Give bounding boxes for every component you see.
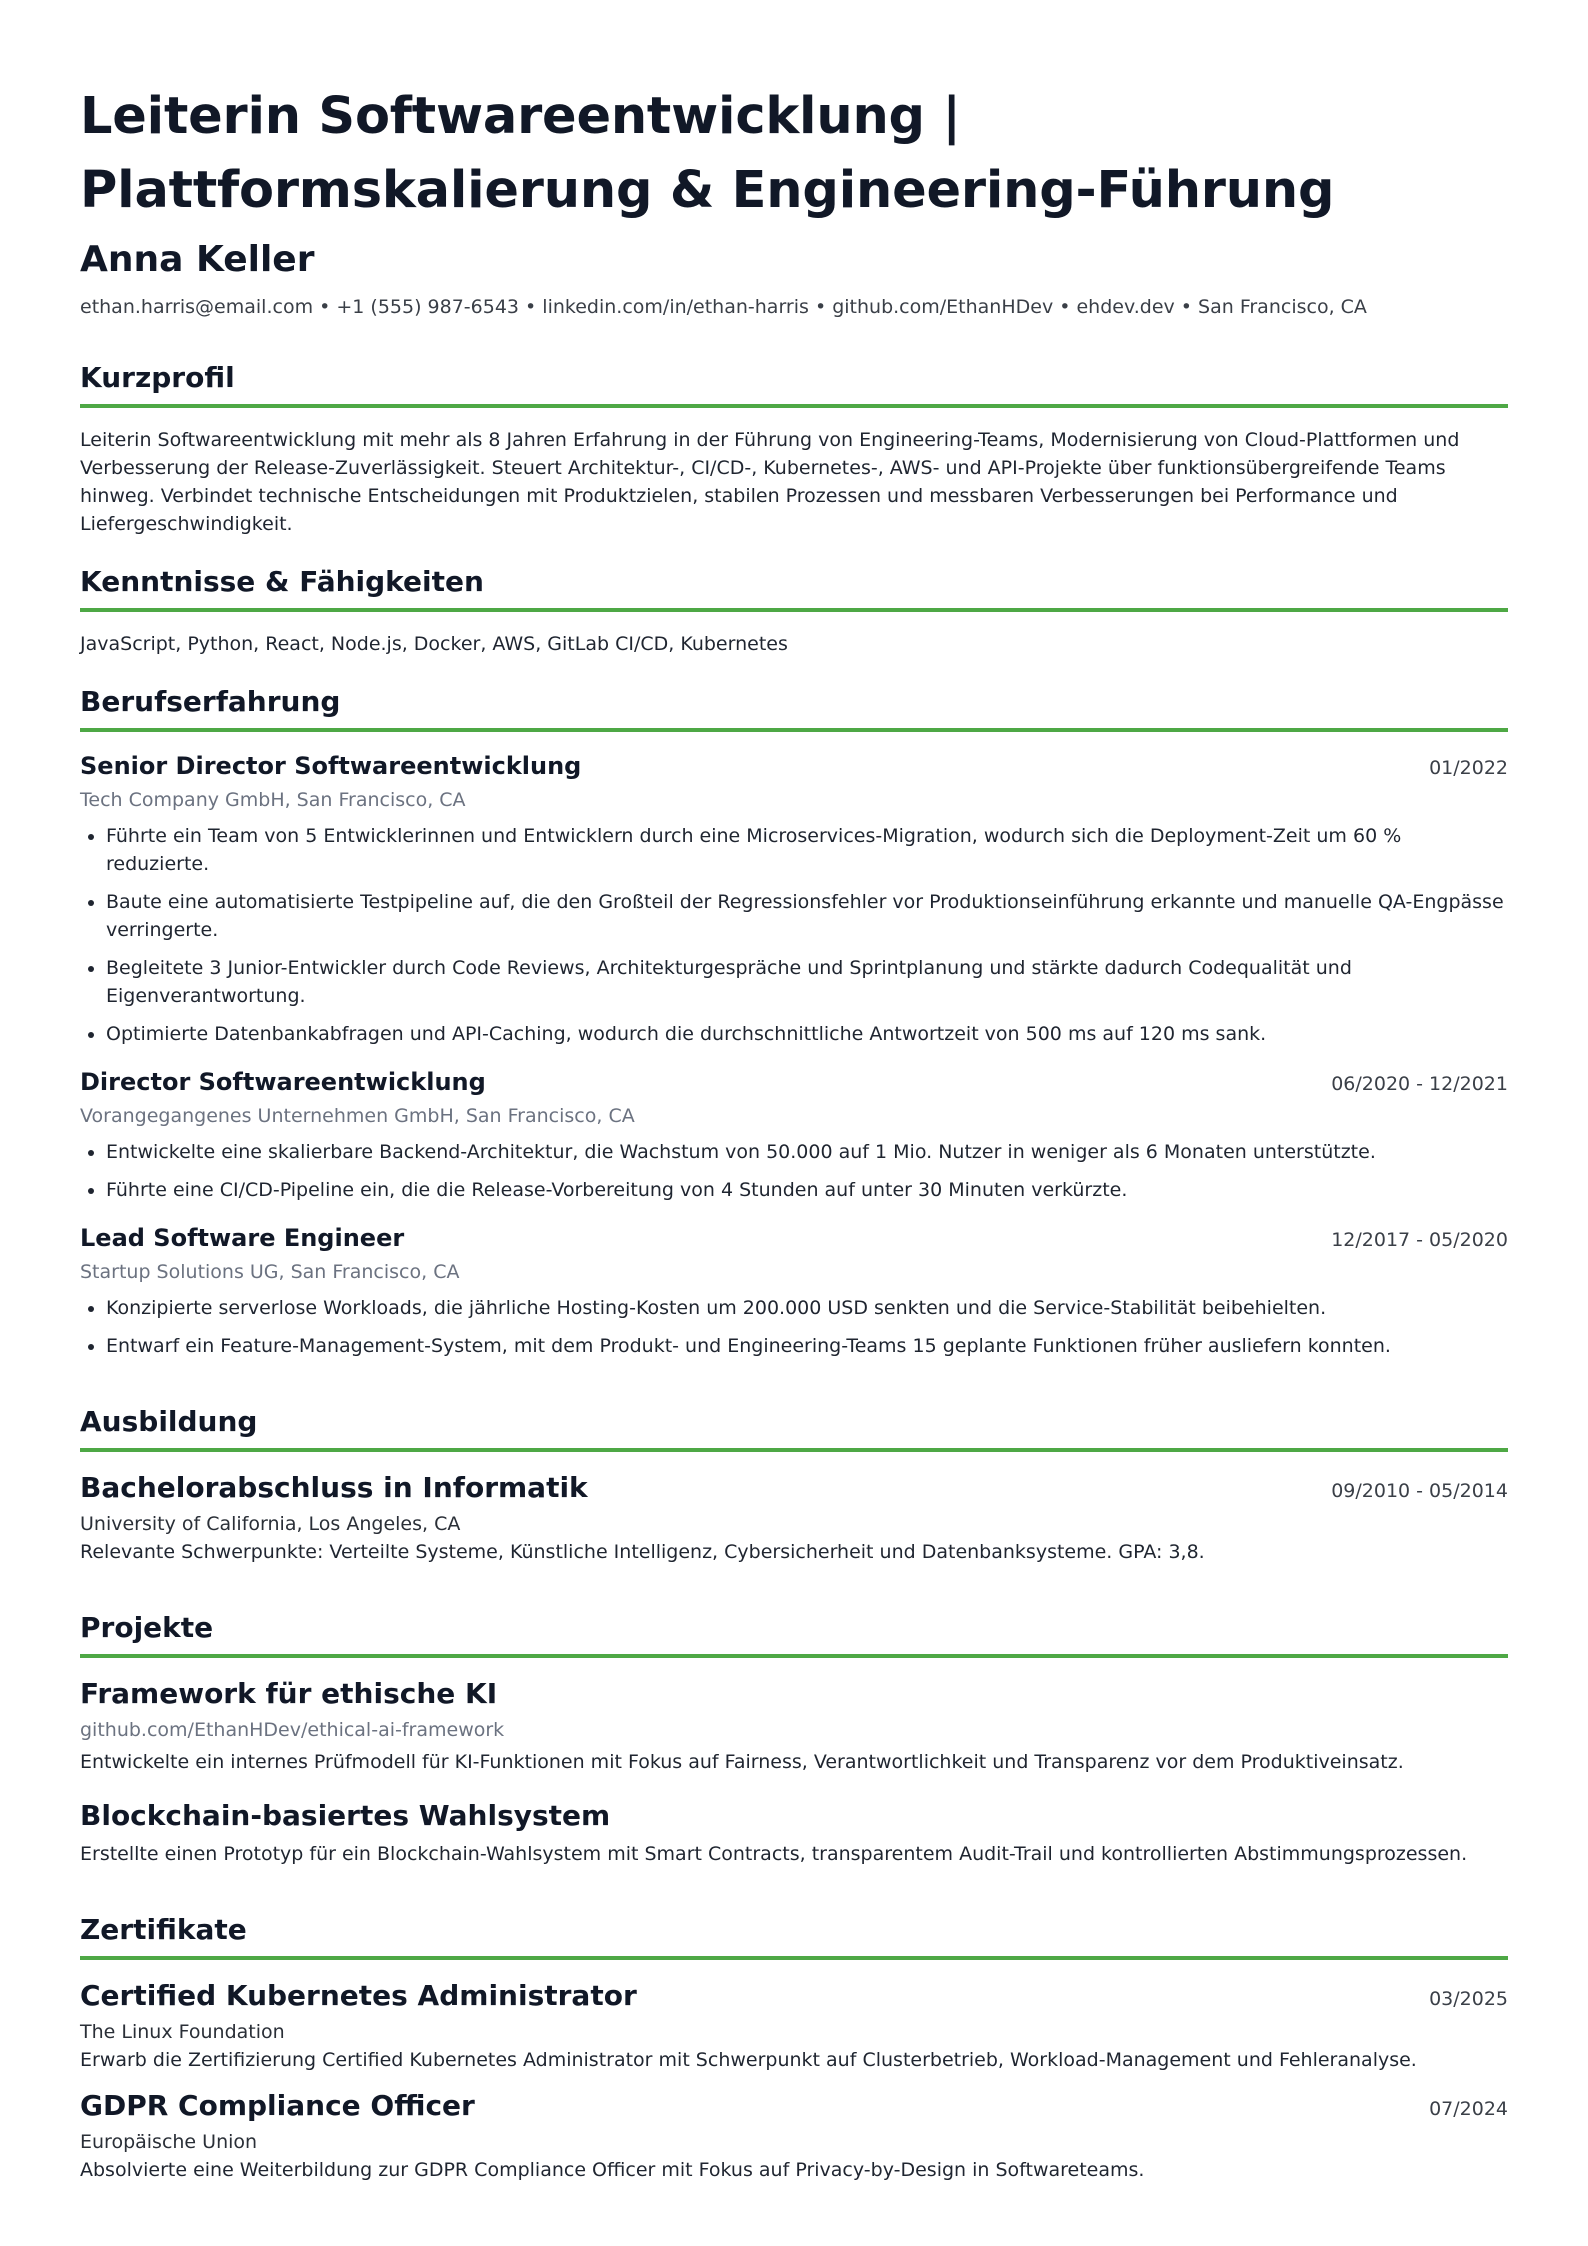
resume-headline: Leiterin Softwareentwicklung | Plattformskalierung & Engineering-Führung bbox=[80, 87, 1335, 220]
job-company: Vorangegangenes Unternehmen GmbH, San Francisco, CA bbox=[80, 1105, 635, 1127]
section-education bbox=[80, 1404, 1508, 1566]
job-company: Startup Solutions UG, San Francisco, CA bbox=[80, 1261, 460, 1283]
certificate-issuer: Europäische Union bbox=[80, 2131, 258, 2153]
certificate-title: Certified Kubernetes Administrator bbox=[80, 1979, 637, 2012]
job-title: Senior Director Softwareentwicklung bbox=[80, 752, 582, 780]
section-title-summary: Kurzprofil bbox=[80, 360, 1508, 408]
project-description: Erstellte einen Prototyp für ein Blockchain-Wahlsystem mit Smart Contracts, transparentem Audit-Trail und kontrollierten Abstimmungsprozessen. bbox=[80, 1843, 1468, 1865]
section-title-education: Ausbildung bbox=[80, 1404, 1508, 1452]
degree-title: Bachelorabschluss in Informatik bbox=[80, 1471, 588, 1504]
summary-text: Leiterin Softwareentwicklung mit mehr als 8 Jahren Erfahrung in der Führung von Engineering-Teams, Modernisierung von Cloud-Plattformen und Verbesserung der Release-Zuverlässigkeit. Steuert Architektur-, CI/CD-, Kubernetes-, AWS- und API-Projekte über funktionsübergreifende Teams hinweg. Verbindet technische Entscheidungen mit Produktzielen, stabilen Prozessen und messbaren Verbesserungen bei Performance und Liefergeschwindigkeit. bbox=[80, 429, 1460, 535]
project-entry bbox=[80, 1798, 1508, 1868]
certificate-entry bbox=[80, 2088, 1508, 2184]
section-title-projects: Projekte bbox=[80, 1610, 1508, 1658]
job-bullet: • Führte eine CI/CD-Pipeline ein, die die Release-Vorbereitung von 4 Stunden auf unter 30 Minuten verkürzte. bbox=[106, 1176, 1508, 1204]
candidate-name: Anna Keller bbox=[80, 239, 315, 280]
certificate-description: Erwarb die Zertifizierung Certified Kubernetes Administrator mit Schwerpunkt auf Clusterbetrieb, Workload-Management und Fehleranalyse. bbox=[80, 2049, 1417, 2071]
project-title: Blockchain-basiertes Wahlsystem bbox=[80, 1799, 611, 1832]
job-entry bbox=[80, 1222, 1508, 1360]
job-bullet: • Baute eine automatisierte Testpipeline auf, die den Großteil der Regressionsfehler vor Produktionseinführung erkannte und manuelle QA-Engpässe verringerte. bbox=[106, 888, 1508, 944]
project-description: Entwickelte ein internes Prüfmodell für KI-Funktionen mit Fokus auf Fairness, Verantwortlichkeit und Transparenz vor dem Produktiveinsatz. bbox=[80, 1751, 1404, 1773]
certificate-title: GDPR Compliance Officer bbox=[80, 2089, 475, 2122]
section-title-certificates: Zertifikate bbox=[80, 1912, 1508, 1960]
certificate-entry bbox=[80, 1978, 1508, 2074]
skills-text: JavaScript, Python, React, Node.js, Docker, AWS, GitLab CI/CD, Kubernetes bbox=[80, 633, 788, 655]
job-title: Director Softwareentwicklung bbox=[80, 1068, 486, 1096]
job-entry bbox=[80, 1066, 1508, 1204]
education-entry bbox=[80, 1470, 1508, 1566]
job-company: Tech Company GmbH, San Francisco, CA bbox=[80, 789, 466, 811]
section-skills bbox=[80, 564, 1508, 658]
job-date: 01/2022 bbox=[1429, 757, 1508, 779]
section-experience bbox=[80, 684, 1508, 1360]
school-name: University of California, Los Angeles, CA bbox=[80, 1513, 461, 1535]
project-title: Framework für ethische KI bbox=[80, 1677, 498, 1710]
section-summary bbox=[80, 360, 1508, 538]
job-date: 06/2020 - 12/2021 bbox=[1331, 1073, 1508, 1095]
section-title-skills: Kenntnisse & Fähigkeiten bbox=[80, 564, 1508, 612]
contact-line: ethan.harris@email.com • +1 (555) 987-6543 • linkedin.com/in/ethan-harris • github.com/EthanHDev • ehdev.dev • San Francisco, CA bbox=[80, 296, 1367, 318]
certificate-date: 03/2025 bbox=[1429, 1988, 1508, 2010]
job-entry bbox=[80, 750, 1508, 1048]
education-details: Relevante Schwerpunkte: Verteilte Systeme, Künstliche Intelligenz, Cybersicherheit und Datenbanksysteme. GPA: 3,8. bbox=[80, 1541, 1205, 1563]
section-projects bbox=[80, 1610, 1508, 1868]
certificate-description: Absolvierte eine Weiterbildung zur GDPR Compliance Officer mit Fokus auf Privacy-by-Design in Softwareteams. bbox=[80, 2159, 1145, 2181]
job-bullet: • Führte ein Team von 5 Entwicklerinnen und Entwicklern durch eine Microservices-Migration, wodurch sich die Deployment-Zeit um 60 % reduzierte. bbox=[106, 822, 1508, 878]
job-title: Lead Software Engineer bbox=[80, 1224, 405, 1252]
education-date: 09/2010 - 05/2014 bbox=[1331, 1480, 1508, 1502]
job-bullet: • Konzipierte serverlose Workloads, die jährliche Hosting-Kosten um 200.000 USD senkten und die Service-Stabilität beibehielten. bbox=[106, 1294, 1508, 1322]
certificate-issuer: The Linux Foundation bbox=[80, 2021, 285, 2043]
job-date: 12/2017 - 05/2020 bbox=[1331, 1229, 1508, 1251]
project-link[interactable]: github.com/EthanHDev/ethical-ai-framework bbox=[80, 1719, 505, 1741]
section-title-experience: Berufserfahrung bbox=[80, 684, 1508, 732]
project-entry bbox=[80, 1676, 1508, 1776]
job-bullet: • Optimierte Datenbankabfragen und API-Caching, wodurch die durchschnittliche Antwortzeit von 500 ms auf 120 ms sank. bbox=[106, 1020, 1508, 1048]
certificate-date: 07/2024 bbox=[1429, 2098, 1508, 2120]
job-bullet: • Entwickelte eine skalierbare Backend-Architektur, die Wachstum von 50.000 auf 1 Mio. Nutzer in weniger als 6 Monaten unterstützte. bbox=[106, 1138, 1508, 1166]
job-bullet: • Entwarf ein Feature-Management-System, mit dem Produkt- und Engineering-Teams 15 geplante Funktionen früher ausliefern konnten. bbox=[106, 1332, 1508, 1360]
job-bullet: • Begleitete 3 Junior-Entwickler durch Code Reviews, Architekturgespräche und Sprintplanung und stärkte dadurch Codequalität und Eigenverantwortung. bbox=[106, 954, 1508, 1010]
section-certificates bbox=[80, 1912, 1508, 2184]
